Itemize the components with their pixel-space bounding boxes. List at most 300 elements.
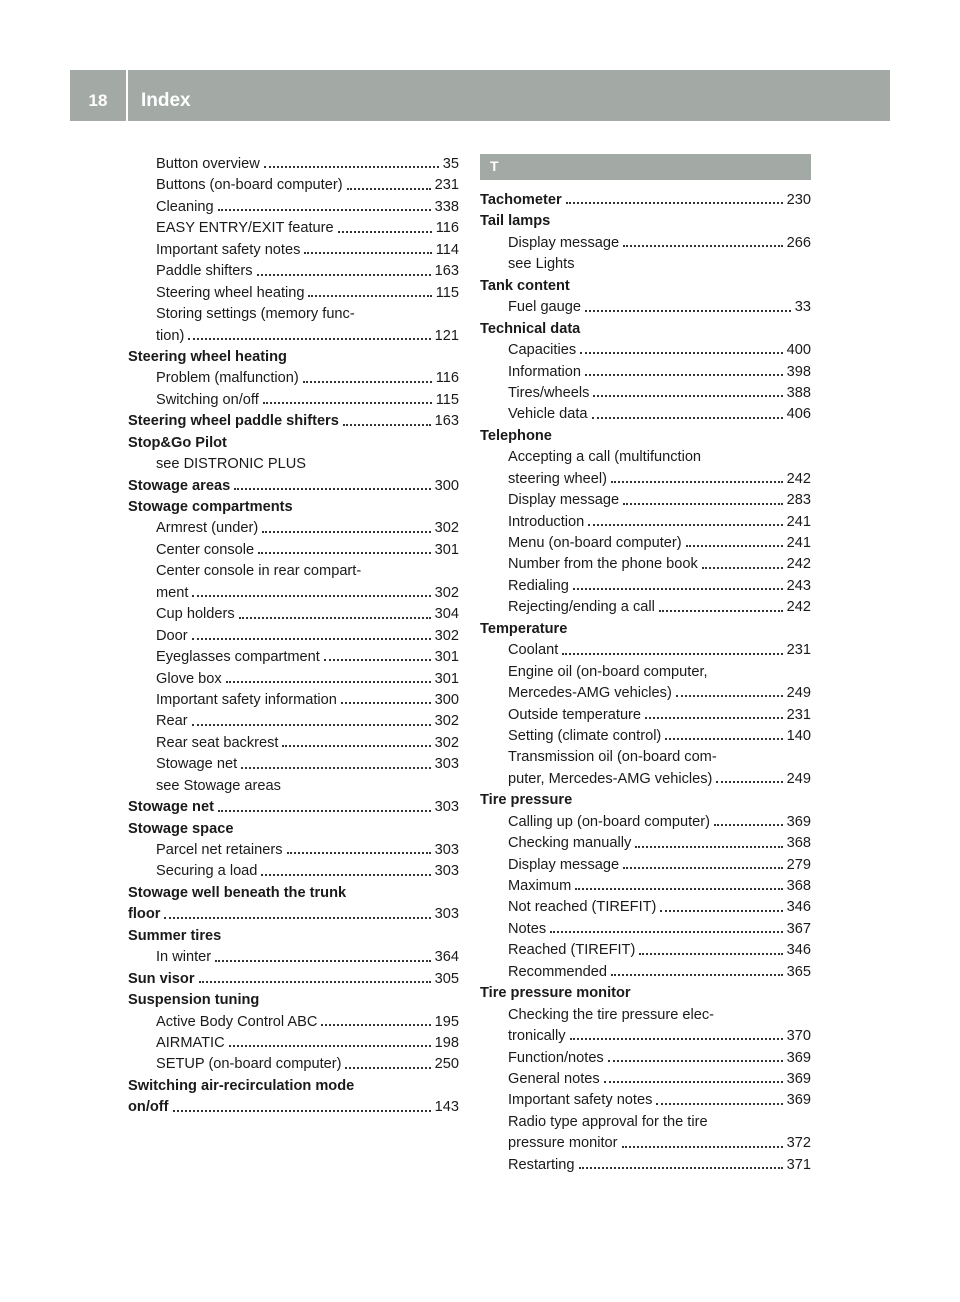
index-entry-sub [480,640,811,661]
entry-page-number[interactable]: 388 [786,384,811,401]
dot-leader [321,1012,430,1026]
entry-page-number[interactable]: 302 [434,627,459,644]
entry-label: Fuel gauge [508,299,582,316]
dot-leader [257,261,431,275]
index-entry-main [480,983,811,1004]
index-entry-sub [480,1133,811,1154]
entry-page-number[interactable]: 365 [786,963,811,980]
entry-label: Steering wheel heating [156,284,305,301]
dot-leader [686,533,783,547]
entry-label: Eyeglasses compartment [156,649,320,666]
entry-label: SETUP (on-board computer) [156,1056,342,1073]
dot-leader [562,640,782,654]
entry-label: Setting (climate control) [508,727,662,744]
entry-label: Parcel net retainers [156,842,283,858]
entry-label: Coolant [508,642,559,659]
entry-label: Stowage space [128,820,234,837]
entry-page-number[interactable]: 33 [794,299,811,316]
dot-leader [347,175,431,189]
entry-label: Suspension tuning [128,992,260,1009]
entry-page-number[interactable]: 231 [434,177,459,194]
index-entry-sub [480,962,811,983]
entry-page-number[interactable]: 305 [434,970,459,987]
entry-label: tion) [156,327,185,344]
dot-leader [575,876,782,890]
index-entry-sub [480,1005,811,1026]
index-entry-main [128,797,459,818]
dot-leader [660,897,782,911]
entry-label: Calling up (on-board computer) [508,813,710,830]
index-entry-sub [480,769,811,790]
index-entry-sub [128,175,459,196]
entry-page-number[interactable]: 230 [786,192,811,208]
entry-page-number[interactable]: 114 [435,241,459,258]
entry-page-number[interactable]: 304 [434,606,459,623]
entry-page-number[interactable]: 35 [442,156,459,172]
dot-leader [234,476,430,490]
entry-page-number[interactable]: 398 [786,363,811,380]
dot-leader [218,797,431,811]
entry-page-number[interactable]: 369 [786,813,811,830]
dot-leader [258,540,430,554]
index-entry-sub [480,662,811,683]
entry-page-number[interactable]: 364 [434,949,459,966]
entry-page-number[interactable]: 302 [434,520,459,537]
entry-label: Tire pressure [480,792,573,809]
entry-label: Mercedes-AMG vehicles) [508,685,672,702]
entry-page-number[interactable]: 115 [435,391,459,408]
entry-page-number[interactable]: 301 [434,541,459,558]
entry-label: Engine oil (on-board computer, [508,663,708,680]
entry-label: Display message [508,234,620,251]
entry-label: Rear seat backrest [156,734,279,751]
entry-label: Stowage net [156,756,238,773]
entry-label: AIRMATIC [156,1034,225,1051]
entry-label: see Stowage areas [156,777,281,794]
dot-leader [566,190,783,204]
entry-page-number[interactable]: 368 [786,835,811,852]
entry-label: Tail lamps [480,213,551,230]
entry-label: Securing a load [156,863,258,880]
entry-label: Recommended [508,963,607,980]
entry-page-number[interactable]: 369 [786,1049,811,1066]
entry-page-number[interactable]: 346 [786,942,811,959]
index-entry-sub [128,326,459,347]
entry-label: floor [128,906,161,923]
entry-page-number[interactable]: 231 [786,706,811,723]
index-entry-sub [128,669,459,690]
entry-label: Steering wheel heating [128,348,287,365]
index-entry-main [480,211,811,232]
index-entry-sub [128,390,459,411]
entry-label: Stowage compartments [128,499,293,515]
dot-leader [304,240,431,254]
dot-leader [218,197,431,211]
dot-leader [263,390,432,404]
entry-page-number[interactable]: 163 [434,263,459,280]
dot-leader [241,754,431,768]
entry-page-number[interactable]: 346 [786,899,811,916]
index-entry-sub [480,404,811,425]
index-entry-main [480,426,811,447]
dot-leader [588,512,782,526]
dot-leader [570,1026,783,1040]
index-entry-sub [480,726,811,747]
entry-page-number[interactable]: 406 [786,406,811,423]
entry-label: steering wheel) [508,470,607,487]
entry-page-number[interactable]: 371 [786,1156,811,1173]
entry-page-number[interactable]: 283 [786,492,811,509]
dot-leader [345,1054,430,1068]
dot-leader [702,554,783,568]
index-entry-main [480,790,811,811]
index-entry-sub [480,469,811,490]
index-entry-main [128,433,459,454]
dot-leader [639,940,782,954]
entry-page-number[interactable]: 303 [434,863,459,880]
entry-page-number[interactable]: 279 [786,856,811,873]
entry-page-number[interactable]: 121 [434,327,459,344]
letter-heading: T [480,154,811,180]
entry-label: see Lights [508,256,575,273]
entry-label: Tachometer [480,192,562,208]
entry-label: Rejecting/ending a call [508,599,655,616]
index-entry-sub [128,604,459,625]
index-entry-sub [480,940,811,961]
entry-page-number[interactable]: 266 [786,234,811,251]
entry-label: General notes [508,1070,600,1087]
entry-label: Checking manually [508,835,632,852]
dot-leader [622,1133,783,1147]
dot-leader [593,383,782,397]
entry-page-number[interactable]: 140 [786,727,811,744]
index-entry-main [128,904,459,925]
entry-label: Door [156,627,188,644]
entry-page-number[interactable]: 303 [434,842,459,858]
entry-label: tronically [508,1028,566,1045]
index-entry-sub [128,1033,459,1054]
index-entry-main [480,190,811,211]
entry-label: Reached (TIREFIT) [508,942,636,959]
entry-label: Not reached (TIREFIT) [508,899,657,916]
index-entry-sub [480,897,811,918]
entry-label: Tire pressure monitor [480,985,631,1002]
entry-label: Display message [508,492,620,509]
index-entry-sub [480,1112,811,1133]
index-entry-sub [128,261,459,282]
index-entry-main [128,819,459,840]
dot-leader [623,233,783,247]
index-entry-sub [480,340,811,361]
entry-page-number[interactable]: 195 [434,1013,459,1030]
index-entry-sub [128,711,459,732]
index-entry-main [128,497,459,518]
entry-label: Maximum [508,878,572,894]
entry-page-number[interactable]: 338 [434,198,459,215]
entry-page-number[interactable]: 301 [434,649,459,666]
index-entry-sub [128,626,459,647]
entry-label: Redialing [508,577,569,594]
index-entry-sub [128,583,459,604]
index-entry-main [128,926,459,947]
dot-leader [623,490,783,504]
entry-label: Stowage well beneath the trunk [128,884,347,901]
entry-page-number[interactable]: 250 [434,1056,459,1073]
entry-label: Sun visor [128,970,195,987]
entry-label: Buttons (on-board computer) [156,177,343,194]
entry-label: Function/notes [508,1049,604,1066]
dot-leader [585,362,783,376]
dot-leader [550,919,783,933]
dot-leader [714,812,783,826]
entry-label: Transmission oil (on-board com- [508,749,717,766]
entry-label: Paddle shifters [156,263,253,280]
index-entry-sub [128,304,459,325]
index-entry-sub [480,297,811,318]
entry-label: Button overview [156,156,260,172]
entry-label: Switching air-recirculation mode [128,1077,355,1094]
entry-label: Restarting [508,1156,575,1173]
entry-label: Active Body Control ABC [156,1013,318,1030]
dot-leader [338,218,432,232]
entry-label: Outside temperature [508,706,642,723]
index-entry-sub [480,490,811,511]
entry-page-number[interactable]: 300 [434,691,459,708]
entry-label: Technical data [480,320,581,337]
dot-leader [287,840,431,854]
entry-page-number[interactable]: 369 [786,1070,811,1087]
entry-label: Stop&Go Pilot [128,434,227,451]
entry-label: Tank content [480,277,570,294]
index-entry-sub [128,647,459,668]
dot-leader [264,154,439,168]
index-entry-main [128,1076,459,1097]
index-entry-sub [480,747,811,768]
entry-page-number[interactable]: 241 [786,535,811,551]
dot-leader [282,733,430,747]
dot-leader [656,1090,782,1104]
entry-label: Center console [156,541,255,558]
index-column-left [128,154,459,1119]
index-entry-main [128,476,459,497]
entry-label: pressure monitor [508,1135,618,1152]
entry-label: Problem (malfunction) [156,370,299,387]
dot-leader [592,404,783,418]
index-entry-sub [480,447,811,468]
index-entries [480,190,811,1176]
dot-leader [324,647,431,661]
index-entry-sub [480,812,811,833]
entry-label: Menu (on-board computer) [508,535,682,551]
entry-page-number[interactable]: 301 [434,670,459,687]
entry-label: Rear [156,713,188,730]
entry-page-number[interactable]: 372 [786,1135,811,1152]
index-entry-sub [128,368,459,389]
index-entry-sub [480,919,811,940]
section-title: Index [141,90,191,111]
dot-leader [215,947,430,961]
entry-page-number[interactable]: 249 [786,685,811,702]
index-entry-sub [480,233,811,254]
entry-page-number[interactable]: 303 [434,906,459,923]
dot-leader [611,469,783,483]
index-entry-main [480,619,811,640]
index-entry-sub [128,776,459,797]
entry-label: Center console in rear compart- [156,563,362,580]
index-entry-sub [480,362,811,383]
dot-leader [579,1155,783,1169]
index-entry-sub [480,855,811,876]
entry-label: see DISTRONIC PLUS [156,456,307,473]
entry-label: Summer tires [128,927,222,944]
index-entry-sub [480,1048,811,1069]
entry-page-number[interactable]: 143 [434,1099,459,1116]
entry-label: Important safety information [156,691,337,708]
entry-label: Number from the phone book [508,556,698,573]
entry-label: ment [156,584,189,601]
dot-leader [580,340,783,354]
entry-label: EASY ENTRY/EXIT feature [156,220,334,237]
entry-label: Vehicle data [508,406,588,423]
entry-label: puter, Mercedes-AMG vehicles) [508,770,713,787]
dot-leader [192,711,431,725]
dot-leader [665,726,782,740]
header-bar [70,70,890,121]
entry-label: Temperature [480,620,568,637]
index-entry-sub [480,512,811,533]
entry-label: Capacities [508,342,577,359]
index-entry-sub [128,947,459,968]
index-entry-sub [128,454,459,475]
index-entry-sub [128,218,459,239]
entry-page-number[interactable]: 368 [786,878,811,894]
entry-page-number[interactable]: 116 [435,220,459,237]
index-entry-sub [480,533,811,554]
index-entry-sub [480,683,811,704]
index-entry-main [128,883,459,904]
index-entry-sub [128,154,459,175]
index-entry-sub [480,1155,811,1176]
dot-leader [716,769,782,783]
dot-leader [188,326,430,340]
entry-page-number[interactable]: 302 [434,713,459,730]
entry-page-number[interactable]: 249 [786,770,811,787]
entry-page-number[interactable]: 367 [786,920,811,937]
dot-leader [659,597,783,611]
entry-page-number[interactable]: 242 [786,599,811,616]
index-entry-sub [128,754,459,775]
index-entry-main [480,276,811,297]
entry-page-number[interactable]: 300 [434,477,459,494]
entry-label: In winter [156,949,212,966]
entry-page-number[interactable]: 242 [786,556,811,573]
entry-page-number[interactable]: 370 [786,1028,811,1045]
entry-page-number[interactable]: 369 [786,1092,811,1109]
index-entry-sub [128,690,459,711]
index-entry-sub [128,733,459,754]
entry-page-number[interactable]: 163 [434,413,459,430]
index-entry-sub [128,840,459,861]
index-entry-sub [128,197,459,218]
entry-page-number[interactable]: 241 [786,513,811,530]
dot-leader [635,833,782,847]
entry-page-number[interactable]: 231 [786,642,811,659]
index-entry-sub [128,283,459,304]
dot-leader [303,368,432,382]
entry-page-number[interactable]: 302 [434,584,459,601]
page-number: 18 [88,91,108,110]
entry-page-number[interactable]: 303 [434,756,459,773]
entry-label: Steering wheel paddle shifters [128,413,339,430]
dot-leader [645,705,783,719]
entry-page-number[interactable]: 242 [786,470,811,487]
dot-leader [261,861,430,875]
entry-label: Notes [508,920,547,937]
dot-leader [341,690,431,704]
dot-leader [192,583,430,597]
dot-leader [608,1048,783,1062]
entry-label: Armrest (under) [156,520,259,537]
entry-label: Stowage net [128,799,214,816]
index-entry-sub [128,561,459,582]
entry-page-number[interactable]: 115 [435,284,459,301]
entry-label: Introduction [508,513,585,530]
entry-page-number[interactable]: 302 [434,734,459,751]
entry-label: Glove box [156,670,222,687]
index-entry-main [128,969,459,990]
entry-page-number[interactable]: 198 [434,1034,459,1051]
entry-label: Radio type approval for the tire [508,1113,708,1130]
index-entry-main [480,319,811,340]
index-column-right [480,154,811,1176]
entry-label: Display message [508,856,620,873]
entry-label: Cup holders [156,606,235,623]
entry-page-number[interactable]: 116 [435,370,459,387]
dot-leader [611,962,783,976]
dot-leader [173,1097,431,1111]
index-entry-sub [128,1012,459,1033]
dot-leader [585,297,791,311]
index-entry-sub [480,1090,811,1111]
dot-leader [226,669,431,683]
entry-label: Storing settings (memory func- [156,306,355,323]
dot-leader [573,576,783,590]
index-entry-sub [480,705,811,726]
dot-leader [676,683,783,697]
index-entry-sub [128,540,459,561]
dot-leader [343,411,431,425]
index-entry-sub [480,554,811,575]
entry-label: Tires/wheels [508,384,590,401]
entry-label: Telephone [480,427,552,444]
index-entry-sub [480,876,811,897]
dot-leader [239,604,431,618]
index-entry-sub [480,576,811,597]
index-entry-sub [480,597,811,618]
dot-leader [229,1033,431,1047]
index-entry-sub [480,1026,811,1047]
index-entry-sub [480,833,811,854]
dot-leader [199,969,431,983]
index-entry-sub [480,1069,811,1090]
entry-page-number[interactable]: 303 [434,799,459,816]
entry-page-number[interactable]: 243 [786,577,811,594]
entry-label: Cleaning [156,198,214,215]
entry-label: Stowage areas [128,477,231,494]
dot-leader [192,626,431,640]
entry-page-number[interactable]: 400 [786,342,811,359]
index-entry-main [128,411,459,432]
